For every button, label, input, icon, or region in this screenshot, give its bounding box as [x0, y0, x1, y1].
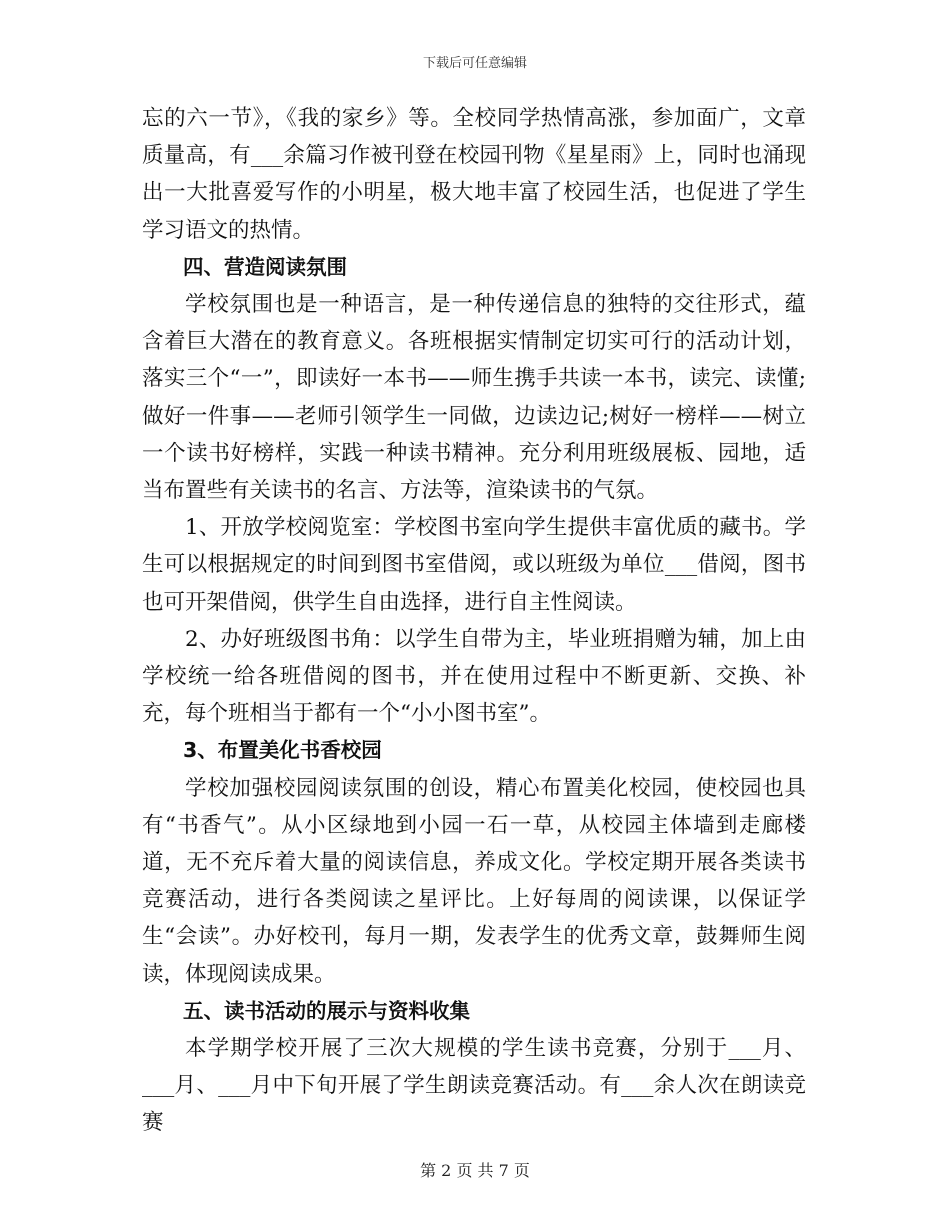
subsection-heading-campus: 3、布置美化书香校园 — [183, 738, 382, 763]
paragraph-competitions: 本学期学校开展了三次大规模的学生读书竞赛，分别于___月、___月、___月中下旬开展了学生朗读竞赛活动。有___余人次在朗读竞赛 — [142, 1036, 806, 1136]
paragraph-campus: 学校加强校园阅读氛围的创设，精心布置美化校园，使校园也具有“书香气”。从小区绿地到小园一石一草，从校园主体墙到走廊楼道，无不充斥着大量的阅读信息，养成文化。学校定期开展各类读书竞赛活动，进行各类阅读之星评比。上好每周的阅读课，以保证学生“会读”。办好校刊，每月一期，发表学生的优秀文章，鼓舞师生阅读，体现阅读成果。 — [142, 775, 806, 987]
paragraph-continuation: 忘的六一节》，《我的家乡》等。全校同学热情高涨，参加面广，文章质量高，有___余篇习作被刊登在校园刊物《星星雨》上，同时也涌现出一大批喜爱写作的小明星，极大地丰富了校园生活，也促进了学生学习语文的热情。 — [142, 106, 806, 243]
page-footer: 第 2 页 共 7 页 — [420, 1161, 530, 1180]
section-heading-five: 五、读书活动的展示与资料收集 — [183, 998, 470, 1023]
paragraph-class-library: 2、办好班级图书角：以学生自带为主，毕业班捐赠为辅，加上由学校统一给各班借阅的图书，并在使用过程中不断更新、交换、补充，每个班相当于都有一个“小小图书室”。 — [142, 626, 806, 727]
page-header: 下载后可任意编辑 — [422, 56, 527, 71]
section-heading-four: 四、营造阅读氛围 — [183, 254, 347, 279]
paragraph-atmosphere: 学校氛围也是一种语言，是一种传递信息的独特的交往形式，蕴含着巨大潜在的教育意义。各班根据实情制定切实可行的活动计划，落实三个“一”，即读好一本书——师生携手共读一本书，读完、读懂;做好一件事——老师引领学生一同做，边读边记;树好一榜样——树立一个读书好榜样，实践一种读书精神。充分利用班级展板、园地，适当布置些有关读书的名言、方法等，渲染读书的气氛。 — [142, 292, 806, 504]
paragraph-reading-room: 1、开放学校阅览室：学校图书室向学生提供丰富优质的藏书。学生可以根据规定的时间到图书室借阅，或以班级为单位___借阅，图书也可开架借阅，供学生自由选择，进行自主性阅读。 — [142, 515, 806, 615]
document-body — [142, 100, 806, 1142]
